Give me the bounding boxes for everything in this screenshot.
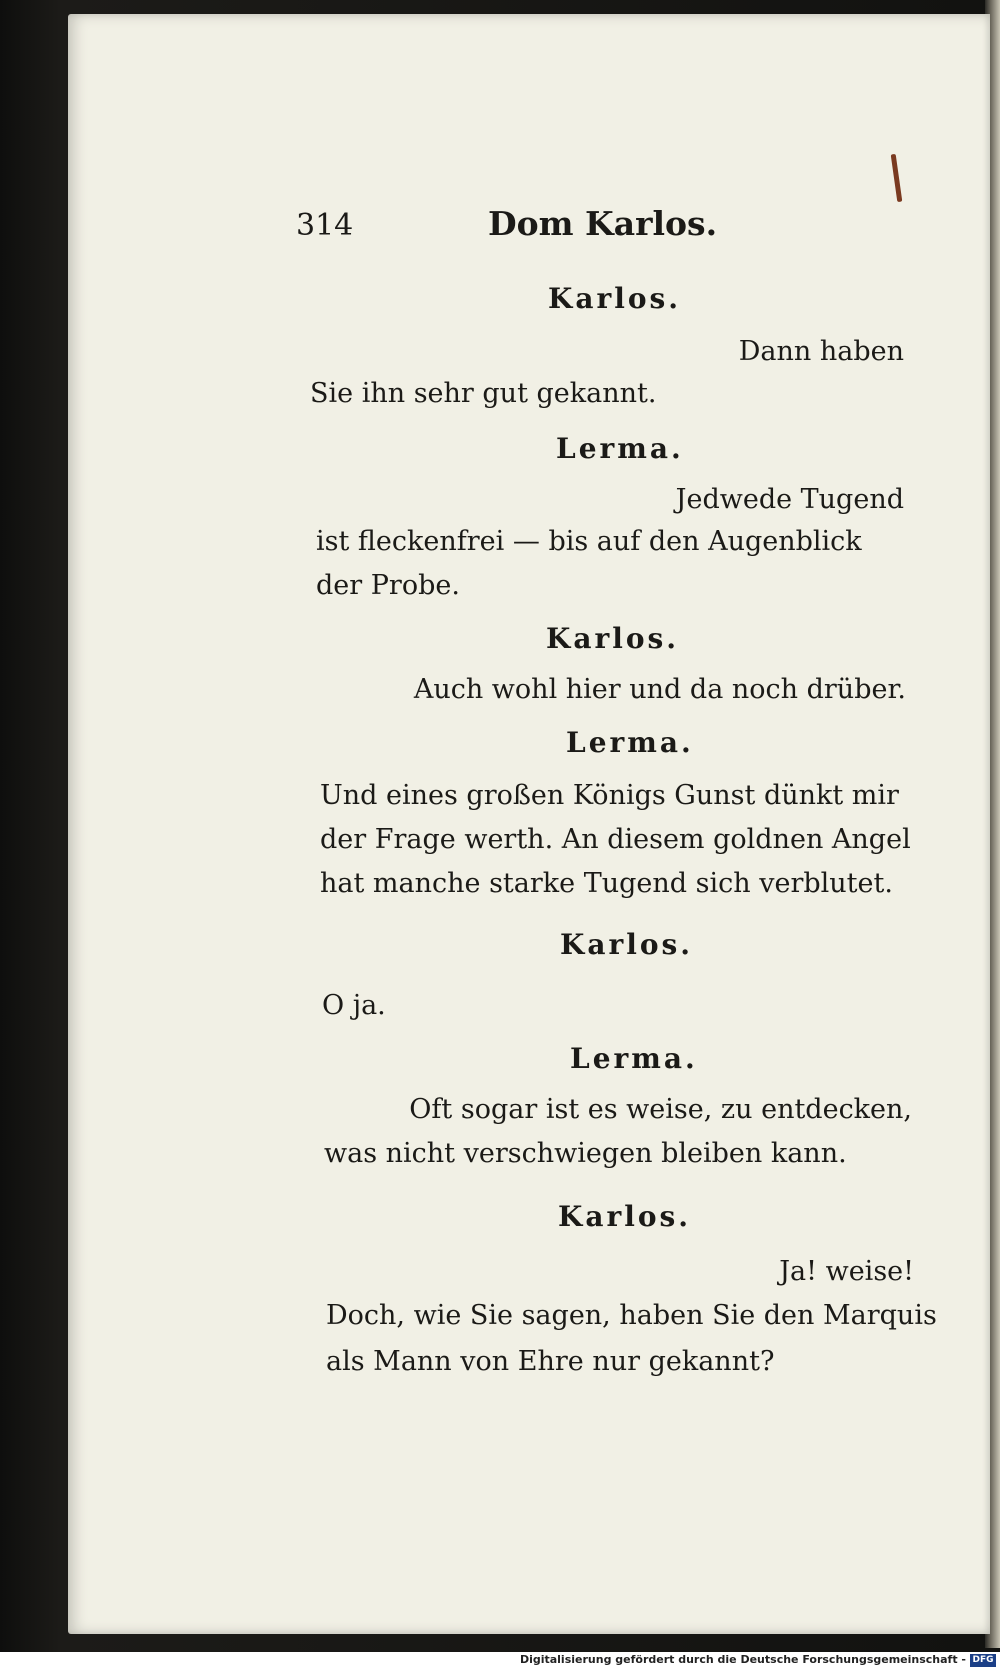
dialogue-line: Ja! weise! (779, 1256, 914, 1287)
speaker-name: Karlos. (560, 928, 694, 961)
dialogue-line: Sie ihn sehr gut gekannt. (310, 378, 657, 409)
funding-credit: Digitalisierung gefördert durch die Deutsche Forschungsgemeinschaft - (519, 1653, 966, 1666)
speaker-name: Lerma. (566, 726, 694, 759)
dialogue-line: hat manche starke Tugend sich verblutet. (320, 868, 893, 899)
speaker-name: Karlos. (558, 1200, 692, 1233)
dialogue-line: der Probe. (316, 570, 460, 601)
running-title: Dom Karlos. (488, 204, 718, 243)
dfg-logo: DFG (970, 1654, 996, 1667)
page-number: 314 (296, 208, 354, 243)
dialogue-line: Und eines großen Königs Gunst dünkt mir (320, 780, 899, 811)
dialogue-line: Dann haben (738, 336, 904, 367)
dialogue-line: der Frage werth. An diesem goldnen Angel (320, 824, 911, 855)
dialogue-line: O ja. (322, 990, 386, 1021)
speaker-name: Lerma. (556, 432, 684, 465)
dialogue-line: ist fleckenfrei — bis auf den Augenblick (316, 526, 862, 557)
dialogue-line: Oft sogar ist es weise, zu entdecken, (409, 1094, 912, 1125)
speaker-name: Karlos. (548, 282, 682, 315)
ink-mark (891, 154, 903, 202)
dialogue-line: Auch wohl hier und da noch drüber. (413, 674, 906, 705)
speaker-name: Karlos. (546, 622, 680, 655)
dialogue-line: Doch, wie Sie sagen, haben Sie den Marquis (326, 1300, 937, 1331)
dialogue-line: Jedwede Tugend (675, 484, 904, 515)
speaker-name: Lerma. (570, 1042, 698, 1075)
dialogue-line: was nicht verschwiegen bleiben kann. (324, 1138, 847, 1169)
dialogue-line: als Mann von Ehre nur gekannt? (326, 1346, 775, 1377)
